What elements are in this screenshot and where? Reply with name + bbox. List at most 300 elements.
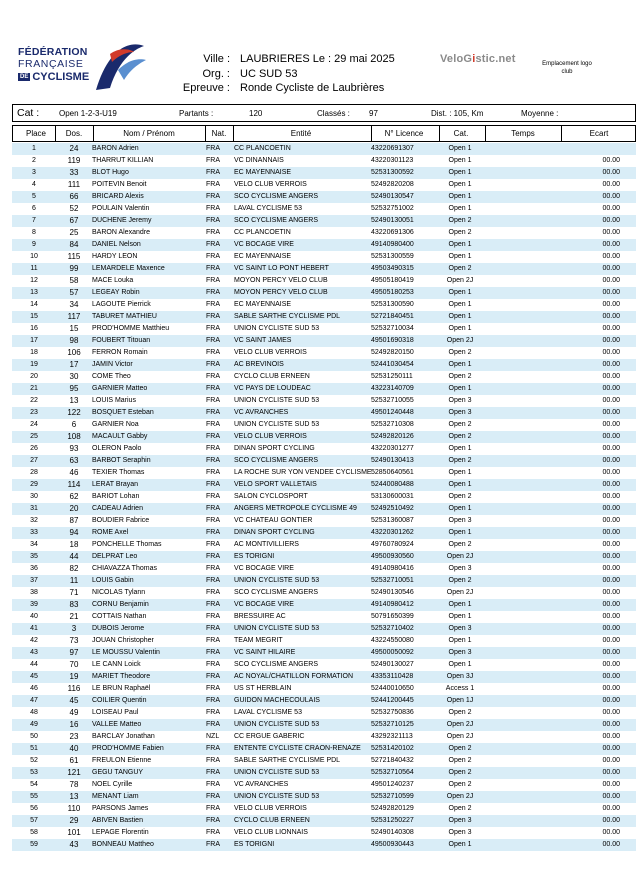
cell-licence: 52721840432 [371, 757, 414, 764]
cell-licence: 52492820126 [371, 433, 414, 440]
table-row [12, 791, 636, 803]
col-licence: N° Licence [384, 129, 424, 138]
table-row [12, 599, 636, 611]
cell-rider-name: GARNIER Matteo [92, 385, 148, 392]
table-row [12, 479, 636, 491]
cell-gap: 00.00 [602, 193, 620, 200]
cell-licence: 49760780924 [371, 541, 414, 548]
cyclist-swoosh-icon [88, 40, 148, 98]
cell-dossard: 49 [69, 708, 79, 717]
cell-gap: 00.00 [602, 313, 620, 320]
cell-category: Open 1 [448, 469, 472, 476]
cell-place: 21 [30, 385, 38, 392]
results-table-header [12, 125, 636, 142]
cell-licence: 49501690318 [371, 337, 414, 344]
cell-nationality: FRA [206, 361, 220, 368]
cell-gap: 00.00 [602, 673, 620, 680]
table-row [12, 743, 636, 755]
cell-place: 26 [30, 445, 38, 452]
cell-rider-name: MACE Louka [92, 277, 134, 284]
cell-category: Open 3 [448, 397, 472, 404]
cell-dossard: 25 [69, 228, 79, 237]
cell-nationality: FRA [206, 205, 220, 212]
cell-licence: 52492510492 [371, 505, 414, 512]
cell-nationality: FRA [206, 565, 220, 572]
cell-nationality: FRA [206, 265, 220, 272]
partants-value: 120 [249, 109, 263, 118]
cell-dossard: 116 [67, 684, 81, 693]
cell-category: Open 1 [448, 205, 472, 212]
table-row [12, 779, 636, 791]
cell-dossard: 70 [69, 660, 79, 669]
logo-cyclisme: CYCLISME [32, 71, 90, 83]
cell-dossard: 115 [67, 252, 81, 261]
cell-nationality: FRA [206, 337, 220, 344]
cell-category: Open 1 [448, 301, 472, 308]
cell-team: EC MAYENNAISE [234, 253, 292, 260]
cell-category: Open 1 [448, 505, 472, 512]
cell-rider-name: DELPRAT Leo [92, 553, 138, 560]
cell-rider-name: BARCLAY Jonathan [92, 733, 155, 740]
cell-rider-name: JAMIN Victor [92, 361, 133, 368]
cell-place: 51 [30, 745, 38, 752]
cell-rider-name: TABURET MATHIEU [92, 313, 157, 320]
cell-licence: 53130600031 [371, 493, 414, 500]
cell-place: 4 [32, 181, 36, 188]
moyenne-label: Moyenne : [521, 109, 559, 118]
cell-nationality: FRA [206, 301, 220, 308]
cell-dossard: 57 [69, 288, 79, 297]
cell-gap: 00.00 [602, 793, 620, 800]
table-row [12, 635, 636, 647]
cell-dossard: 84 [69, 240, 79, 249]
cell-category: Open 1 [448, 181, 472, 188]
cell-licence: 43220301277 [371, 445, 414, 452]
cell-licence: 52490140308 [371, 829, 414, 836]
cell-rider-name: OLERON Paolo [92, 445, 142, 452]
cell-licence: 49505180253 [371, 289, 414, 296]
cell-team: CC ERGUE GABERIC [234, 733, 305, 740]
col-ecart: Ecart [589, 129, 609, 138]
cell-gap: 00.00 [602, 169, 620, 176]
cell-place: 12 [30, 277, 38, 284]
cell-dossard: 13 [69, 792, 79, 801]
table-row [12, 167, 636, 179]
classes-label: Classés : [317, 109, 350, 118]
cell-dossard: 71 [69, 588, 79, 597]
logo-line-1: FÉDÉRATION [18, 46, 88, 58]
cell-nationality: FRA [206, 253, 220, 260]
col-place: Place [25, 129, 46, 138]
cell-gap: 00.00 [602, 661, 620, 668]
cell-gap: 00.00 [602, 469, 620, 476]
cell-category: Open 2 [448, 349, 472, 356]
cell-place: 18 [30, 349, 38, 356]
cell-category: Open 1 [448, 289, 472, 296]
cell-dossard: 16 [69, 720, 79, 729]
cell-licence: 52441030454 [371, 361, 414, 368]
cell-category: Access 1 [445, 685, 475, 692]
cell-dossard: 6 [71, 420, 77, 429]
cell-gap: 00.00 [602, 505, 620, 512]
cell-licence: 52490130547 [371, 193, 414, 200]
table-row [12, 563, 636, 575]
cell-gap: 00.00 [602, 373, 620, 380]
ffc-logo [18, 40, 150, 98]
cell-gap: 00.00 [602, 481, 620, 488]
table-row [12, 263, 636, 275]
cell-category: Open 2J [446, 793, 474, 800]
cell-licence: 52490130413 [371, 457, 414, 464]
cell-nationality: FRA [206, 649, 220, 656]
cell-team: AC BREVINOIS [234, 361, 284, 368]
cell-dossard: 99 [69, 264, 79, 273]
cell-dossard: 11 [69, 576, 79, 585]
cell-dossard: 78 [69, 780, 79, 789]
cell-rider-name: BOUDIER Fabrice [92, 517, 150, 524]
cell-licence: 49503490315 [371, 265, 414, 272]
brand-part-c: stic.net [475, 53, 516, 65]
cell-licence: 52531300590 [371, 301, 414, 308]
cell-rider-name: BRICARD Alexis [92, 193, 144, 200]
cell-team: MOYON PERCY VELO CLUB [234, 289, 328, 296]
cell-place: 33 [30, 529, 38, 536]
table-row [12, 251, 636, 263]
cell-place: 27 [30, 457, 38, 464]
table-row [12, 215, 636, 227]
cell-gap: 00.00 [602, 613, 620, 620]
brand-part-b: i [472, 53, 476, 65]
cell-nationality: FRA [206, 421, 220, 428]
cell-nationality: FRA [206, 181, 220, 188]
cell-category: Open 3 [448, 517, 472, 524]
cell-gap: 00.00 [602, 433, 620, 440]
table-row [12, 611, 636, 623]
cell-nationality: FRA [206, 769, 220, 776]
cell-place: 58 [30, 829, 38, 836]
cell-team: VC BOCAGE VIRE [234, 241, 294, 248]
cell-licence: 52490130546 [371, 589, 414, 596]
table-row [12, 299, 636, 311]
cell-dossard: 106 [67, 348, 81, 357]
cell-licence: 52531300559 [371, 253, 414, 260]
cell-category: Open 1 [448, 169, 472, 176]
cell-rider-name: GARNIER Noa [92, 421, 139, 428]
cell-category: Open 1 [448, 361, 472, 368]
table-row [12, 383, 636, 395]
cell-nationality: FRA [206, 325, 220, 332]
cell-gap: 00.00 [602, 529, 620, 536]
cell-dossard: 18 [69, 540, 79, 549]
cell-rider-name: BONNEAU Mattheo [92, 841, 154, 848]
cell-licence: 52531250227 [371, 817, 414, 824]
cell-place: 50 [30, 733, 38, 740]
cell-licence: 52532710308 [371, 421, 414, 428]
cell-rider-name: VALLEE Matteo [92, 721, 142, 728]
cell-place: 41 [30, 625, 38, 632]
cell-team: DINAN SPORT CYCLING [234, 445, 315, 452]
cell-dossard: 29 [69, 816, 79, 825]
cell-place: 40 [30, 613, 38, 620]
cell-nationality: FRA [206, 457, 220, 464]
cell-gap: 00.00 [602, 577, 620, 584]
cell-team: VC PAYS DE LOUDEAC [234, 385, 311, 392]
cell-team: VC AVRANCHES [234, 781, 289, 788]
cell-place: 43 [30, 649, 38, 656]
cell-gap: 00.00 [602, 157, 620, 164]
table-row [12, 587, 636, 599]
cell-dossard: 121 [67, 768, 81, 777]
cell-licence: 52850640561 [371, 469, 414, 476]
cell-team: UNION CYCLISTE SUD 53 [234, 769, 320, 776]
cell-place: 5 [32, 193, 36, 200]
cell-gap: 00.00 [602, 829, 620, 836]
cell-team: GUIDON MACHECOULAIS [234, 697, 320, 704]
cell-licence: 43220301262 [371, 529, 414, 536]
cell-gap: 00.00 [602, 721, 620, 728]
cell-place: 2 [32, 157, 36, 164]
cell-licence: 52531420102 [371, 745, 414, 752]
cell-team: MOYON PERCY VELO CLUB [234, 277, 328, 284]
cell-place: 34 [30, 541, 38, 548]
table-row [12, 755, 636, 767]
table-row [12, 815, 636, 827]
cell-nationality: NZL [206, 733, 220, 740]
cell-dossard: 44 [69, 552, 79, 561]
org-label: Org. : [202, 68, 230, 80]
cell-category: Open 1J [446, 697, 474, 704]
cell-gap: 00.00 [602, 709, 620, 716]
cell-dossard: 24 [69, 144, 79, 153]
cell-dossard: 82 [69, 564, 79, 573]
cell-licence: 52532751002 [371, 205, 414, 212]
table-row [12, 443, 636, 455]
cell-rider-name: LE CANN Loick [92, 661, 141, 668]
cell-category: Open 2 [448, 769, 472, 776]
cell-dossard: 97 [69, 648, 79, 657]
cell-rider-name: DANIEL Nelson [92, 241, 141, 248]
cell-nationality: FRA [206, 493, 220, 500]
cell-place: 55 [30, 793, 38, 800]
cell-licence: 49140980400 [371, 241, 414, 248]
table-row [12, 155, 636, 167]
col-nom: Nom / Prénom [123, 129, 175, 138]
cell-category: Open 1 [448, 157, 472, 164]
cell-gap: 00.00 [602, 745, 620, 752]
cell-category: Open 3J [446, 673, 474, 680]
cell-rider-name: LE BRUN Raphaël [92, 685, 151, 692]
cell-gap: 00.00 [602, 601, 620, 608]
cell-team: LAVAL CYCLISME 53 [234, 709, 302, 716]
cell-team: SCO CYCLISME ANGERS [234, 457, 319, 464]
cell-place: 1 [32, 145, 36, 152]
cell-category: Open 1 [448, 841, 472, 848]
cell-gap: 00.00 [602, 733, 620, 740]
cell-team: VC DINANNAIS [234, 157, 284, 164]
cell-team: VELO CLUB VERROIS [234, 181, 307, 188]
cell-team: ENTENTE CYCLISTE CRAON-RENAZE [234, 745, 361, 752]
col-separator [55, 126, 56, 141]
cell-rider-name: POITEVIN Benoit [92, 181, 147, 188]
cell-nationality: FRA [206, 517, 220, 524]
cell-category: Open 1 [448, 385, 472, 392]
cell-team: VELO SPORT VALLETAIS [234, 481, 317, 488]
cell-nationality: FRA [206, 781, 220, 788]
cell-team: CYCLO CLUB ERNEEN [234, 817, 310, 824]
col-cat: Cat. [453, 129, 469, 138]
cell-nationality: FRA [206, 169, 220, 176]
cell-team: VC BOCAGE VIRE [234, 601, 294, 608]
cell-rider-name: NOEL Cyrille [92, 781, 133, 788]
cell-nationality: FRA [206, 229, 220, 236]
table-row [12, 575, 636, 587]
cell-category: Open 3 [448, 625, 472, 632]
cell-gap: 00.00 [602, 253, 620, 260]
cell-team: TEAM MEGRIT [234, 637, 283, 644]
cell-rider-name: LEMARDELE Maxence [92, 265, 165, 272]
cell-dossard: 30 [69, 372, 79, 381]
cell-nationality: FRA [206, 697, 220, 704]
cell-nationality: FRA [206, 397, 220, 404]
cell-nationality: FRA [206, 829, 220, 836]
cell-dossard: 33 [69, 168, 79, 177]
cell-gap: 00.00 [602, 817, 620, 824]
cell-dossard: 87 [69, 516, 79, 525]
cell-licence: 49505180419 [371, 277, 414, 284]
cell-dossard: 3 [71, 624, 77, 633]
cell-rider-name: MACAULT Gabby [92, 433, 148, 440]
cell-category: Open 2 [448, 217, 472, 224]
cell-team: LA ROCHE SUR YON VENDEE CYCLISME [234, 469, 372, 476]
cell-category: Open 1 [448, 601, 472, 608]
cell-rider-name: NICOLAS Tylann [92, 589, 146, 596]
cell-team: UNION CYCLISTE SUD 53 [234, 421, 320, 428]
cell-place: 57 [30, 817, 38, 824]
cell-gap: 00.00 [602, 289, 620, 296]
cell-nationality: FRA [206, 445, 220, 452]
cell-licence: 52531360087 [371, 517, 414, 524]
race-info-bar [12, 104, 636, 122]
cell-nationality: FRA [206, 433, 220, 440]
cell-team: LAVAL CYCLISME 53 [234, 205, 302, 212]
cell-category: Open 1 [448, 325, 472, 332]
cell-place: 6 [32, 205, 36, 212]
cell-place: 9 [32, 241, 36, 248]
cell-place: 22 [30, 397, 38, 404]
cell-licence: 52492820208 [371, 181, 414, 188]
cell-gap: 00.00 [602, 205, 620, 212]
cell-gap: 00.00 [602, 697, 620, 704]
cell-dossard: 21 [69, 612, 79, 621]
logo-line-2: FRANÇAISE [18, 58, 84, 70]
cell-team: VELO CLUB VERROIS [234, 805, 307, 812]
cell-gap: 00.00 [602, 301, 620, 308]
cell-rider-name: DUCHENE Jeremy [92, 217, 152, 224]
col-separator [561, 126, 562, 141]
cell-rider-name: TEXIER Thomas [92, 469, 145, 476]
cell-category: Open 1 [448, 637, 472, 644]
cell-team: UNION CYCLISTE SUD 53 [234, 577, 320, 584]
table-row [12, 359, 636, 371]
table-row [12, 539, 636, 551]
cell-place: 8 [32, 229, 36, 236]
cell-place: 13 [30, 289, 38, 296]
cell-nationality: FRA [206, 541, 220, 548]
table-row [12, 335, 636, 347]
cell-licence: 43220691307 [371, 145, 414, 152]
cell-dossard: 61 [69, 756, 79, 765]
brand-part-a: VeloG [440, 53, 473, 65]
table-row [12, 803, 636, 815]
cell-rider-name: CADEAU Adrien [92, 505, 143, 512]
table-row [12, 395, 636, 407]
cell-nationality: FRA [206, 289, 220, 296]
cell-category: Open 1 [448, 241, 472, 248]
table-row [12, 191, 636, 203]
cell-nationality: FRA [206, 481, 220, 488]
table-row [12, 143, 636, 155]
epreuve-value: Ronde Cycliste de Laubrières [240, 82, 385, 94]
cell-rider-name: THARRUT KILLIAN [92, 157, 154, 164]
cell-nationality: FRA [206, 469, 220, 476]
cell-team: BRESSUIRE AC [234, 613, 286, 620]
cell-category: Open 1 [448, 193, 472, 200]
table-row [12, 203, 636, 215]
cell-rider-name: POULAIN Valentin [92, 205, 150, 212]
cell-category: Open 2 [448, 541, 472, 548]
cell-gap: 00.00 [602, 769, 620, 776]
cell-licence: 43220301123 [371, 157, 414, 164]
cell-gap: 00.00 [602, 457, 620, 464]
cell-dossard: 93 [69, 444, 79, 453]
table-row [12, 515, 636, 527]
cell-dossard: 34 [69, 300, 79, 309]
cell-team: UNION CYCLISTE SUD 53 [234, 625, 320, 632]
cell-place: 53 [30, 769, 38, 776]
cell-rider-name: COTTAIS Nathan [92, 613, 147, 620]
cell-rider-name: BOSQUET Esteban [92, 409, 154, 416]
cell-team: UNION CYCLISTE SUD 53 [234, 397, 320, 404]
cell-licence: 49500050092 [371, 649, 414, 656]
cell-rider-name: COME Theo [92, 373, 131, 380]
cell-licence: 49500930443 [371, 841, 414, 848]
cell-category: Open 2 [448, 373, 472, 380]
cell-gap: 00.00 [602, 781, 620, 788]
cell-nationality: FRA [206, 145, 220, 152]
cell-category: Open 2 [448, 577, 472, 584]
cell-rider-name: LERAT Brayan [92, 481, 139, 488]
cell-gap: 00.00 [602, 685, 620, 692]
cell-team: CYCLO CLUB ERNEEN [234, 373, 310, 380]
cell-licence: 52532710055 [371, 397, 414, 404]
velogistic-brand [440, 53, 516, 65]
cell-team: UNION CYCLISTE SUD 53 [234, 793, 320, 800]
cell-dossard: 23 [69, 732, 79, 741]
cell-licence: 52532710051 [371, 577, 414, 584]
cell-licence: 49501240237 [371, 781, 414, 788]
cell-category: Open 2J [446, 337, 474, 344]
cell-rider-name: BLOT Hugo [92, 169, 129, 176]
cell-category: Open 2 [448, 805, 472, 812]
cell-category: Open 2J [446, 277, 474, 284]
cell-licence: 49500930560 [371, 553, 414, 560]
table-row [12, 407, 636, 419]
cell-team: SABLE SARTHE CYCLISME PDL [234, 757, 341, 764]
cell-place: 28 [30, 469, 38, 476]
cell-dossard: 43 [69, 840, 79, 849]
cell-category: Open 1 [448, 529, 472, 536]
cell-rider-name: FERRON Romain [92, 349, 148, 356]
